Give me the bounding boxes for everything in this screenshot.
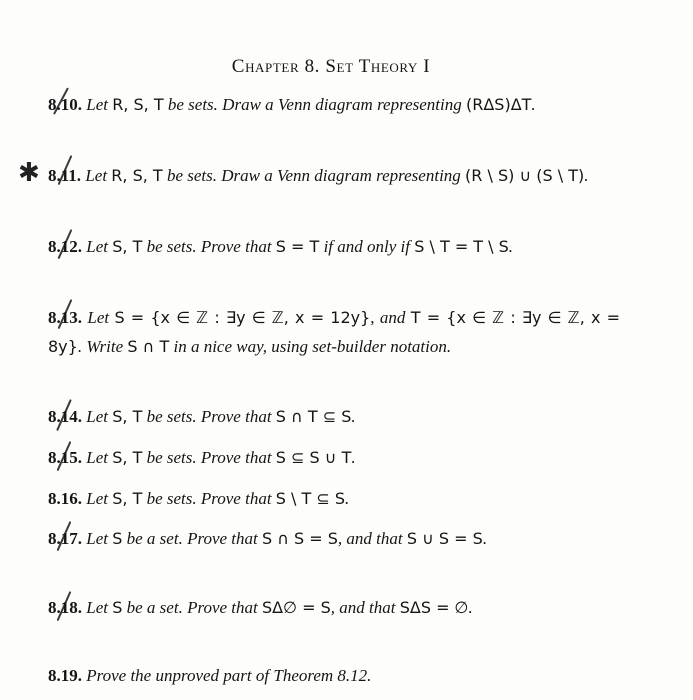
exercise-8-14: 8.14. Let S, T be sets. Prove that S ∩ T ⊆ S.: [48, 407, 356, 426]
exercise-8-12: 8.12. Let S, T be sets. Prove that S = T if and only if S \ T = T \ S.: [48, 237, 514, 256]
exercise-8-10: 8.10. Let R, S, T be sets. Draw a Venn diagram representing (RΔS)ΔT.: [48, 95, 536, 114]
exercise-8-11: 8.11. Let R, S, T be sets. Draw a Venn diagram representing (R \ S) ∪ (S \ T).: [48, 166, 589, 185]
chapter-header: Chapter 8. Set Theory I: [231, 56, 431, 77]
exercise-8-15: 8.15. Let S, T be sets. Prove that S ⊆ S ∪ T.: [48, 448, 356, 467]
exercise-8-13: 8.13. Let S = {x ∈ ℤ : ∃y ∈ ℤ, x = 12y}, and T = {x ∈ ℤ : ∃y ∈ ℤ, x = 8y}. Write S ∩ T in a nice way, using set-builder notation.: [48, 308, 621, 356]
exercise-8-17: 8.17. Let S be a set. Prove that S ∩ S = S, and that S ∪ S = S.: [48, 529, 488, 548]
exercise-8-16: 8.16. Let S, T be sets. Prove that S \ T ⊆ S.: [48, 489, 350, 508]
exercise-8-19: 8.19. Prove the unproved part of Theorem 8.12.: [48, 666, 372, 685]
star-annotation: ✱: [18, 158, 40, 188]
exercise-8-18: 8.18. Let S be a set. Prove that SΔ∅ = S, and that SΔS = ∅.: [48, 598, 473, 617]
